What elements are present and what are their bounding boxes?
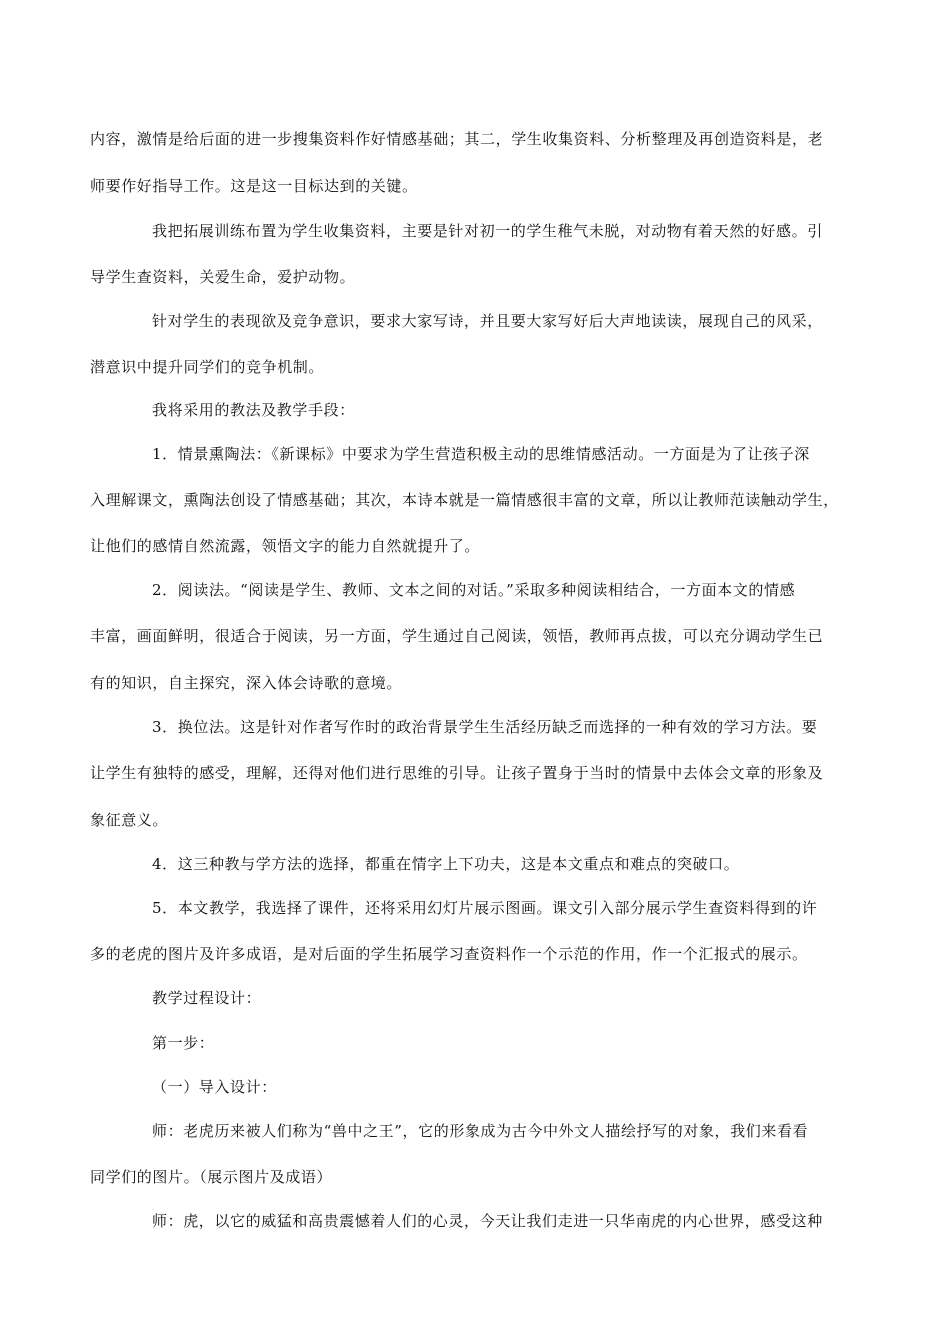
text-line: 教学过程设计： (152, 989, 262, 1007)
text-line: 我把拓展训练布置为学生收集资料，主要是针对初一的学生稚气未脱，对动物有着天然的好感。引 (152, 222, 823, 240)
text-line: 让他们的感情自然流露，领悟文字的能力自然就提升了。 (90, 537, 481, 555)
text-line: （一）导入设计： (152, 1078, 277, 1096)
text-line: 1．情景熏陶法：《新课标》中要求为学生营造积极主动的思维情感活动。一方面是为了让孩子深 (152, 445, 810, 463)
text-line: 象征意义。 (90, 811, 169, 829)
text-line: 第一步： (152, 1034, 215, 1052)
text-line: 师：老虎历来被人们称为“兽中之王”，它的形象成为古今中外文人描绘抒写的对象，我们来看看 (152, 1122, 809, 1140)
text-line: 入理解课文，熏陶法创设了情感基础；其次，本诗本就是一篇情感很丰富的文章，所以让教师范读触动学生， (90, 491, 839, 509)
text-line: 我将采用的教法及教学手段： (152, 401, 355, 419)
text-line: 导学生查资料，关爱生命，爱护动物。 (90, 268, 356, 286)
text-line: 多的老虎的图片及许多成语，是对后面的学生拓展学习查资料作一个示范的作用，作一个汇报式的展示。 (90, 945, 808, 963)
text-line: 3．换位法。这是针对作者写作时的政治背景学生生活经历缺乏而选择的一种有效的学习方法。要 (152, 718, 818, 736)
text-line: 5．本文教学，我选择了课件，还将采用幻灯片展示图画。课文引入部分展示学生查资料得到的许 (152, 899, 818, 917)
text-line: 同学们的图片。（展示图片及成语） (90, 1168, 333, 1186)
text-line: 4．这三种教与学方法的选择，都重在情字上下功夫，这是本文重点和难点的突破口。 (152, 855, 740, 873)
text-line: 师要作好指导工作。这是这一目标达到的关键。 (90, 177, 418, 195)
text-line: 丰富，画面鲜明，很适合于阅读，另一方面，学生通过自己阅读，领悟，教师再点拔，可以充分调动学生已 (90, 627, 824, 645)
text-line: 潜意识中提升同学们的竞争机制。 (90, 358, 325, 376)
text-line: 有的知识，自主探究，深入体会诗歌的意境。 (90, 674, 403, 692)
text-line: 让学生有独特的感受，理解，还得对他们进行思维的引导。让孩子置身于当时的情景中去体会文章的形象及 (90, 764, 824, 782)
text-line: 针对学生的表现欲及竞争意识，要求大家写诗，并且要大家写好后大声地读读，展现自己的风采， (152, 312, 823, 330)
text-line: 2．阅读法。“阅读是学生、教师、文本之间的对话。”采取多种阅读相结合，一方面本文的情感 (152, 581, 796, 599)
text-line: 师：虎，以它的威猛和高贵震憾着人们的心灵，今天让我们走进一只华南虎的内心世界，感受这种 (152, 1212, 823, 1230)
text-line: 内容，激情是给后面的进一步搜集资料作好情感基础；其二，学生收集资料、分析整理及再创造资料是，老 (90, 130, 824, 148)
